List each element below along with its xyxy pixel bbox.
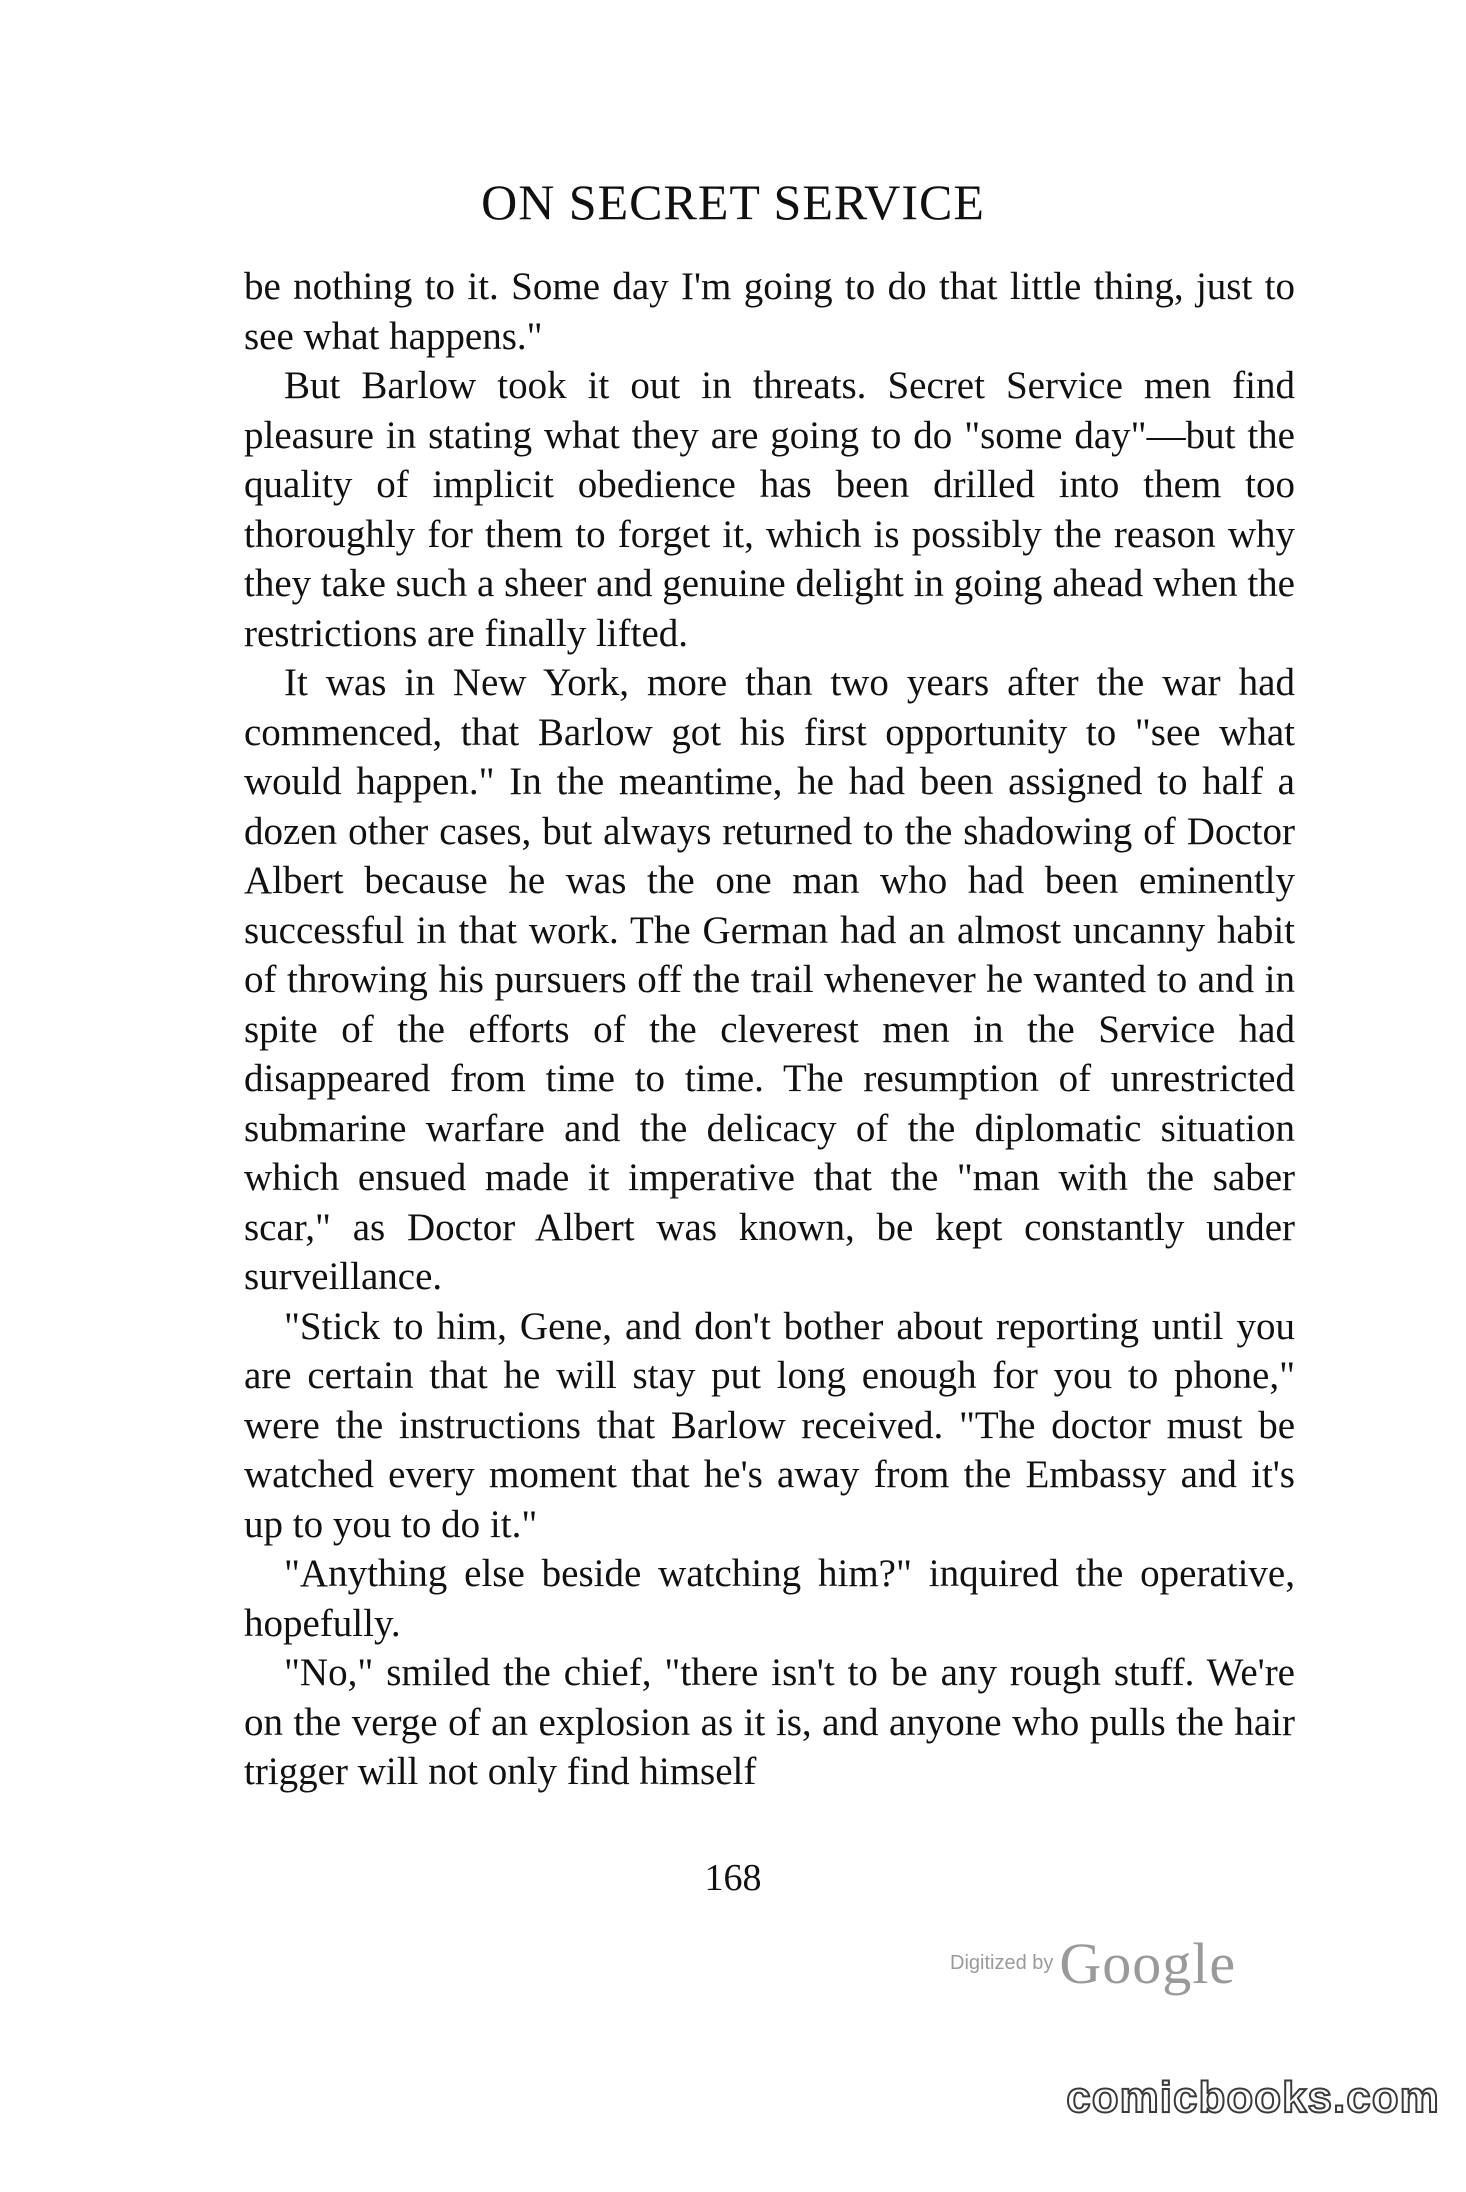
- paragraph: "Stick to him, Gene, and don't bother about reporting until you are certain that he will stay put long enough for you to phone," were the instructions that Barlow received. "The doctor must be watched every moment that he's away from the Embassy and it's up to you to do it.": [244, 1304, 1295, 1546]
- page-number: 168: [704, 1857, 762, 1899]
- running-head: ON SECRET SERVICE: [481, 174, 985, 230]
- digitized-prefix: Digitized by: [950, 1952, 1054, 1974]
- paragraph: "No," smiled the chief, "there isn't to be any rough stuff. We're on the verge of an explosion as it is, and anyone who pulls the hair trigger will not only find himself: [244, 1651, 1295, 1793]
- digitized-by-mark: [950, 1930, 1290, 2000]
- site-watermark-logo: [1063, 2062, 1443, 2132]
- digitized-brand: Google: [1059, 1931, 1237, 1996]
- paragraph-continued: be nothing to it. Some day I'm going to do that little thing, just to see what happens.": [244, 265, 1295, 358]
- watermark-text: comicbooks.com: [1066, 2073, 1440, 2122]
- body-text: [244, 262, 1295, 1797]
- paragraph: But Barlow took it out in threats. Secret Service men find pleasure in stating what they are going to do "some day"—but the quality of implicit obedience has been drilled into them too thoroughly for them to forget it, which is possibly the reason why they take such a sheer and genuine delight in going ahead when the restrictions are finally lifted.: [244, 364, 1295, 655]
- paragraph: It was in New York, more than two years after the war had commenced, that Barlow got his first opportunity to "see what would happen." In the meantime, he had been assigned to half a dozen other cases, but always returned to the shadowing of Doctor Albert because he was the one man who had been eminently successful in that work. The German had an almost uncanny habit of throwing his pursuers off the trail whenever he wanted to and in spite of the efforts of the cleverest men in the Service had disappeared from time to time. The resumption of unrestricted submarine warfare and the delicacy of the diplomatic situation which ensued made it imperative that the "man with the saber scar," as Doctor Albert was known, be kept constantly under surveillance.: [244, 661, 1295, 1298]
- paragraph: "Anything else beside watching him?" inquired the operative, hopefully.: [244, 1552, 1295, 1645]
